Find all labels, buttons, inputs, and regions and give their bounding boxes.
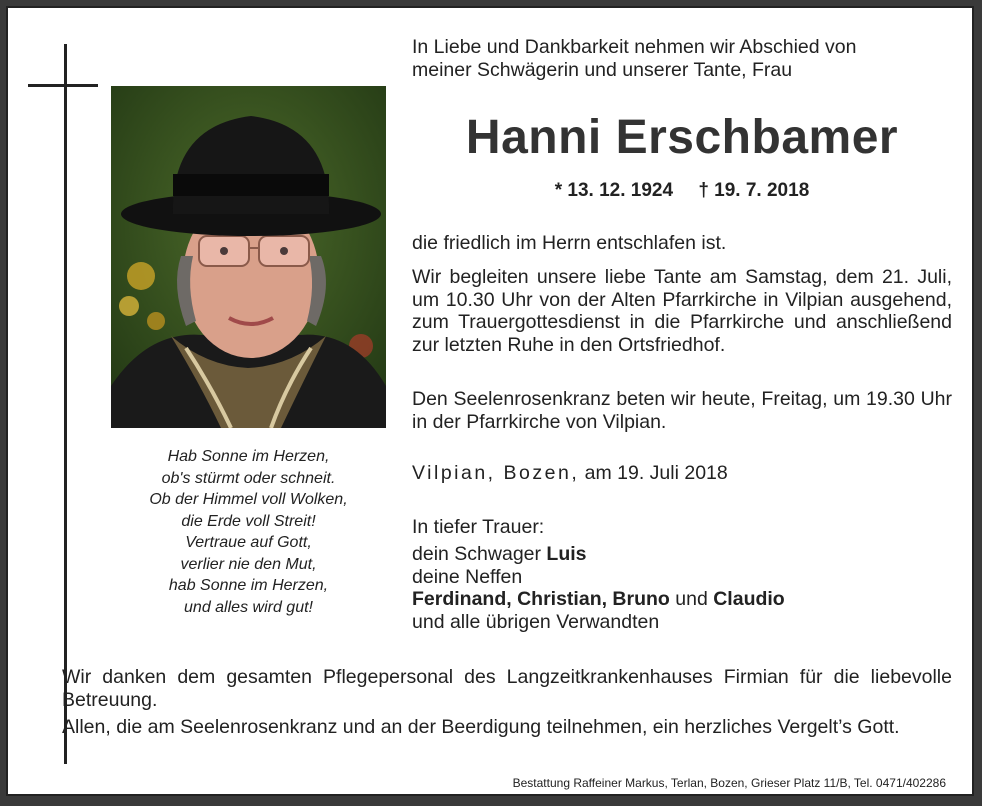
cross-icon-vertical xyxy=(64,44,67,764)
poem xyxy=(111,446,386,618)
mourner-neffen xyxy=(412,588,952,611)
poem-line: und alles wird gut! xyxy=(184,598,313,616)
poem-line: ob's stürmt oder schneit. xyxy=(161,469,336,487)
portrait-illustration xyxy=(111,86,386,428)
funeral-text: Wir begleiten unsere liebe Tante am Samstag, dem 21. Juli, um 10.30 Uhr von der Alten Pfarrkirche in Vilpian ausgehend, zum Trauergottesdienst in die Pfarrkirche und anschließend zur letzten Ruhe in den Ortsfriedhof. xyxy=(412,266,952,356)
passed-text: die friedlich im Herrn entschlafen ist. xyxy=(412,232,727,254)
poem-line: Vertraue auf Gott, xyxy=(185,534,312,551)
obituary-notice xyxy=(6,6,974,796)
intro-line: In Liebe und Dankbarkeit nehmen wir Abschied von xyxy=(412,36,857,58)
death-date: † 19. 7. 2018 xyxy=(698,180,810,201)
cross-icon-horizontal xyxy=(28,84,98,87)
mourner-others: und alle übrigen Verwandten xyxy=(412,610,660,633)
place-date xyxy=(412,462,952,485)
poem-line: verlier nie den Mut, xyxy=(180,555,317,573)
vergelts-text: Allen, die am Seelenrosenkranz und an der Beerdigung teilnehmen, ein herzliches Vergelt’s Gott. xyxy=(62,716,900,738)
life-dates xyxy=(412,180,952,202)
portrait-photo xyxy=(111,86,386,428)
mourner-und: und xyxy=(669,588,714,610)
deceased-name: Hanni Erschbamer xyxy=(465,111,899,164)
birth-date: * 13. 12. 1924 xyxy=(554,180,674,201)
mourner-name: Claudio xyxy=(713,588,785,610)
mourner-names: Ferdinand, Christian, Bruno xyxy=(412,588,670,610)
place-name: Vilpian, Bozen, xyxy=(412,462,580,484)
thanks-text: Wir danken dem gesamten Pflegepersonal des Langzeitkrankenhauses Firmian für die liebevolle Betreuung. xyxy=(62,666,952,711)
funeral-home-footer: Bestattung Raffeiner Markus, Terlan, Bozen, Grieser Platz 11/B, Tel. 0471/402286 xyxy=(512,776,946,790)
poem-line: die Erde voll Streit! xyxy=(181,512,316,530)
notice-date: am 19. Juli 2018 xyxy=(579,462,728,484)
intro-text xyxy=(412,36,952,81)
poem-line: Ob der Himmel voll Wolken, xyxy=(149,491,348,508)
trauer-heading: In tiefer Trauer: xyxy=(412,516,545,538)
poem-line: hab Sonne im Herzen, xyxy=(168,577,329,594)
mourner-neffen-label: deine Neffen xyxy=(412,565,523,588)
poem-line: Hab Sonne im Herzen, xyxy=(167,448,330,465)
mourner-name: Luis xyxy=(546,543,587,565)
mourner-label: dein Schwager xyxy=(412,543,547,565)
rosary-text: Den Seelenrosenkranz beten wir heute, Freitag, um 19.30 Uhr in der Pfarrkirche von Vilpian. xyxy=(412,388,952,433)
mourner-schwager xyxy=(412,543,952,566)
mourners-list xyxy=(412,543,952,633)
intro-line: meiner Schwägerin und unserer Tante, Frau xyxy=(412,58,793,81)
